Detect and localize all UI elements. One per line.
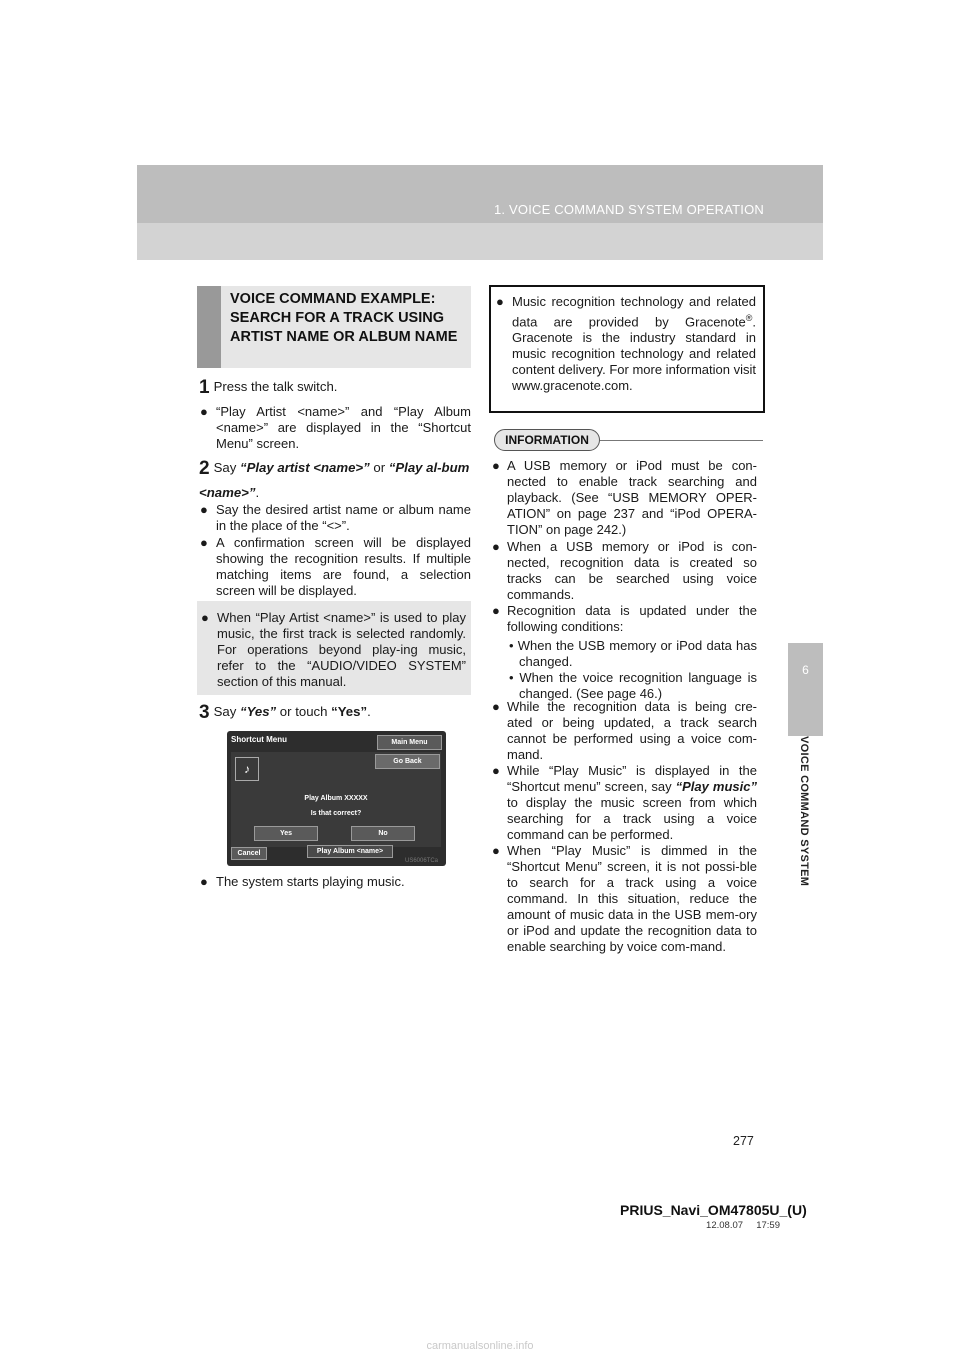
info-text: When “Play Music” is dimmed in the “Shortcut Menu” screen, it is not possi-ble to search for a track using a voice command. In this situation, reduce the amount of music data in the USB mem-ory or iPod and update the recognition data to enable searching by voice com-mand. [507, 843, 757, 954]
info-item [492, 458, 757, 538]
note-item [201, 610, 466, 690]
cancel-button[interactable]: Cancel [231, 847, 267, 860]
voice-command-yes: “Yes” [239, 704, 277, 719]
step-1-number: 1 [199, 377, 210, 398]
bullet-item [200, 874, 471, 890]
main-menu-button[interactable]: Main Menu [377, 735, 442, 750]
info-subitem: • When the USB memory or iPod data has changed. [509, 638, 757, 669]
step-3-end: . [367, 704, 371, 719]
information-rule [600, 440, 763, 441]
step-1 [199, 379, 337, 396]
info-text: While the recognition data is being cre-ated or being updated, a track search cannot be performed using a voice com-mand. [507, 699, 757, 762]
bullet-item [200, 535, 471, 599]
step-3 [199, 704, 371, 721]
step-2 [199, 456, 471, 505]
info-text: Recognition data is updated under the following conditions: [507, 603, 757, 634]
bullet-icon: ● [492, 458, 500, 473]
bullet-text: The system starts playing music. [216, 874, 405, 889]
info-text: When a USB memory or iPod is con-nected, recognition data is created so tracks can be searched using voice commands. [507, 539, 757, 602]
go-back-button[interactable]: Go Back [375, 754, 440, 769]
chapter-number: 6 [802, 663, 809, 677]
page-number: 277 [733, 1134, 754, 1148]
gracenote-text-2: . Gracenote is the industry standard in music recognition technology and related content delivery. For more information visit www.gracenote.com. [512, 314, 756, 394]
bullet-text: A confirmation screen will be displayed showing the recognition results. If multiple matching items are found, a selection screen will be displayed. [216, 535, 471, 598]
info-subitem: • When the voice recognition language is changed. (See page 46.) [509, 670, 757, 701]
info-item [492, 539, 757, 603]
bullet-icon: ● [200, 502, 208, 517]
bullet-icon: ● [200, 874, 208, 889]
info-text [507, 763, 757, 843]
bullet-icon: ● [200, 404, 208, 419]
header-title: 1. VOICE COMMAND SYSTEM OPERATION [493, 202, 764, 217]
chapter-label-wrap [788, 736, 823, 986]
bullet-text: Say the desired artist name or album name in the place of the “<>”. [216, 502, 471, 533]
step-3-number: 3 [199, 702, 210, 723]
step-2-end: . [255, 485, 260, 500]
info-item [492, 603, 757, 702]
step-2-say: Say [213, 460, 240, 475]
section-heading-bar [197, 286, 221, 368]
bullet-icon: ● [201, 610, 209, 625]
no-button[interactable]: No [351, 826, 415, 841]
play-music-post: to display the music screen from which searching for a track using a voice command can be performed. [507, 795, 757, 842]
info-item [492, 699, 757, 763]
voice-command-play-album: “Play al-bum <name>” [199, 460, 470, 500]
play-music-pre: While “Play Music” is displayed in the “Shortcut menu” screen, say [507, 763, 757, 794]
bullet-icon: ● [492, 603, 500, 618]
gracenote-text-1: Music recognition technology and related data are provided by Gracenote [512, 294, 756, 330]
info-item [492, 763, 757, 843]
print-timestamp: 12.08.07 17:59 [706, 1220, 780, 1231]
info-text: A USB memory or iPod must be con-nected to enable track searching and playback. (See “USB MEMORY OPER-ATION” on page 237 and “iPod OPERA-TION” on page 242.) [507, 458, 757, 537]
chapter-tab [788, 643, 823, 736]
registered-mark: ® [745, 313, 753, 323]
document-id: PRIUS_Navi_OM47805U_(U) [620, 1202, 807, 1218]
gracenote-item [496, 294, 756, 394]
step-2-number: 2 [199, 458, 210, 479]
section-title: VOICE COMMAND EXAMPLE: SEARCH FOR A TRACK USING ARTIST NAME OR ALBUM NAME [230, 291, 458, 345]
step-3-or: or touch [276, 704, 332, 719]
play-album-button[interactable]: Play Album <name> [307, 845, 393, 858]
yes-touch-label: “Yes” [331, 704, 368, 719]
bullet-icon: ● [492, 843, 500, 858]
note-text: When “Play Artist <name>” is used to play music, the first track is selected randomly. For operations beyond play-ing music, refer to the “AUDIO/VIDEO SYSTEM” section of this manual. [217, 610, 466, 689]
screen-album-line: Play Album XXXXX [304, 795, 368, 802]
voice-icon: ♪ [235, 757, 259, 781]
screen-title: Shortcut Menu [231, 735, 287, 744]
yes-button[interactable]: Yes [254, 826, 318, 841]
screen-image-code: US6006TCa [405, 858, 439, 864]
bullet-icon: ● [200, 535, 208, 550]
bullet-icon: ● [496, 294, 504, 309]
step-1-text: Press the talk switch. [213, 379, 338, 394]
voice-command-play-artist: “Play artist <name>” [239, 460, 370, 475]
step-2-or: or [369, 460, 389, 475]
bullet-icon: ● [492, 699, 500, 714]
information-badge: INFORMATION [494, 429, 600, 451]
info-item [492, 843, 757, 955]
watermark: carmanualsonline.info [426, 1340, 534, 1352]
chapter-label: VOICE COMMAND SYSTEM [798, 736, 810, 887]
bullet-item [200, 502, 471, 534]
gracenote-text [512, 294, 756, 394]
bullet-text: “Play Artist <name>” and “Play Album <name>” are displayed in the “Shortcut Menu” screen. [216, 404, 471, 451]
bullet-item [200, 404, 471, 452]
step-3-say: Say [213, 704, 240, 719]
voice-command-play-music: “Play music” [675, 779, 757, 794]
screen-question: Is that correct? [310, 810, 362, 817]
bullet-icon: ● [492, 539, 500, 554]
bullet-icon: ● [492, 763, 500, 778]
